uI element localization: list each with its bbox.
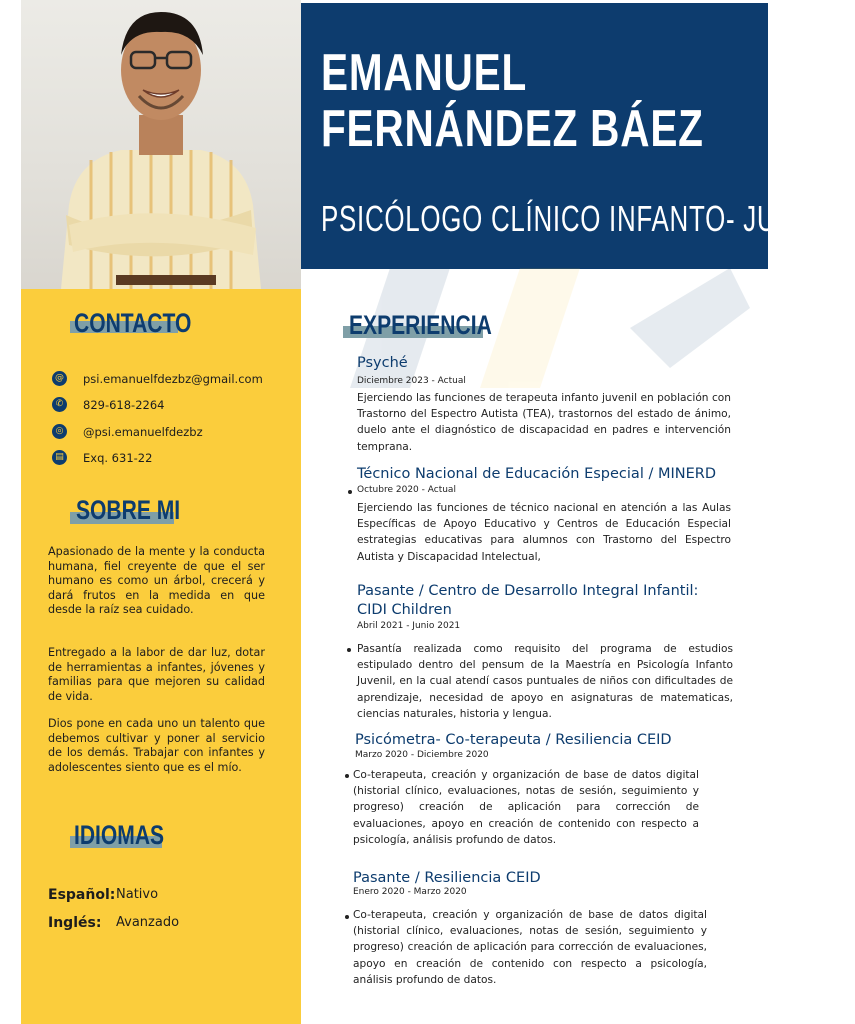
job-date: Diciembre 2023 - Actual <box>357 376 466 386</box>
job-title: Técnico Nacional de Educación Especial / MINERD <box>357 466 716 482</box>
contact-email-text: psi.emanuelfdezbz@gmail.com <box>83 371 263 386</box>
bullet-dot <box>345 774 349 778</box>
job-date: Enero 2020 - Marzo 2020 <box>353 887 467 897</box>
language-spanish <box>48 887 158 903</box>
contact-title: CONTACTO <box>74 308 192 338</box>
job-description: Ejerciendo las funciones de técnico nacional en atención a las Aulas Específicas de Apoyo Educativo y Centros de Educación Especial estrategias educativas para alumnos con Trastorno del Espectro Autista y Discapacidad Intelectual, <box>357 502 731 563</box>
header-banner <box>301 3 855 269</box>
language-name: Español: <box>48 887 116 903</box>
contact-exequatur-text: Exq. 631-22 <box>83 450 153 465</box>
job-subtitle: PSICÓLOGO CLÍNICO INFANTO- JUVENIL <box>321 198 855 239</box>
job-title: Psicómetra- Co-terapeuta / Resiliencia CEID <box>355 732 672 748</box>
at-icon: @ <box>52 371 67 386</box>
about-paragraph-1: Apasionado de la mente y la conducta humana, fiel creyente de que el ser humano es como un árbol, crecerá y dará frutos en la medida en que desde la raíz sea cuidado. <box>48 545 265 617</box>
bullet-dot <box>345 915 349 919</box>
name-last: FERNÁNDEZ BÁEZ <box>321 100 704 158</box>
about-paragraph-2: Entregado a la labor de dar luz, dotar de herramientas a infantes, jóvenes y familias para que mejoren su calidad de vida. <box>48 646 265 703</box>
language-english <box>48 915 179 931</box>
document-icon: ▤ <box>52 450 67 465</box>
phone-icon: ✆ <box>52 397 67 412</box>
job-title: Psyché <box>357 355 408 371</box>
contact-email[interactable] <box>52 371 263 386</box>
experience-title: EXPERIENCIA <box>349 310 492 340</box>
contact-phone[interactable] <box>52 397 164 412</box>
job-date: Marzo 2020 - Diciembre 2020 <box>355 750 489 760</box>
job-description: Co-terapeuta, creación y organización de base de datos digital (historial clínico, evaluaciones, notas de sesión, seguimiento y progreso) creación de aplicación para corrección de evaluaciones, apoyo en creación de contenido con respecto a psicología, análisis profundo de datos. <box>353 769 699 846</box>
bullet-dot <box>347 648 351 652</box>
contact-phone-text: 829-618-2264 <box>83 397 165 412</box>
languages-title: IDIOMAS <box>74 820 165 850</box>
language-level: Nativo <box>116 887 159 902</box>
job-title: Pasante / Centro de Desarrollo Integral Infantil: CIDI Children <box>357 583 699 618</box>
language-level: Avanzado <box>116 915 180 930</box>
profile-photo-illustration <box>21 0 301 289</box>
about-title: SOBRE MI <box>76 495 181 525</box>
profile-photo <box>21 0 301 289</box>
contact-instagram[interactable] <box>52 424 203 439</box>
contact-instagram-text: @psi.emanuelfdezbz <box>83 424 203 439</box>
job-date: Octubre 2020 - Actual <box>357 485 456 495</box>
job-date: Abril 2021 - Junio 2021 <box>357 621 461 631</box>
name-first: EMANUEL <box>321 44 528 102</box>
about-paragraph-3: Dios pone en cada uno un talento que debemos cultivar y poner al servicio de los demás. Trabajar con infantes y adolescentes siento que es el mío. <box>48 717 265 774</box>
bullet-dot <box>348 490 352 494</box>
instagram-icon: ◎ <box>52 424 67 439</box>
job-description: Pasantía realizada como requisito del programa de estudios estipulado dentro del pensum de la Maestría en Psicología Infanto Juvenil, en la cual atendí casos puntuales de niños con dificultades de aprendizaje, necesidad de apoyo en asignaturas de matematicas, ciencias naturales, historia y lengua. <box>357 643 733 720</box>
language-name: Inglés: <box>48 915 102 931</box>
job-title: Pasante / Resiliencia CEID <box>353 870 541 886</box>
job-description: Co-terapeuta, creación y organización de base de datos digital (historial clínico, evaluaciones, notas de sesión, seguimiento y progreso) creación de aplicación para corrección de evaluaciones, apoyo en creación de contenido con respecto a psicología, análisis profundo de datos. <box>353 909 707 986</box>
job-description: Ejerciendo las funciones de terapeuta infanto juvenil en población con Trastorno del Espectro Autista (TEA), trastornos del estado de ánimo, duelo ante el diagnóstico de discapacidad en padres e intervención temprana. <box>357 392 731 453</box>
contact-exequatur <box>52 450 152 465</box>
